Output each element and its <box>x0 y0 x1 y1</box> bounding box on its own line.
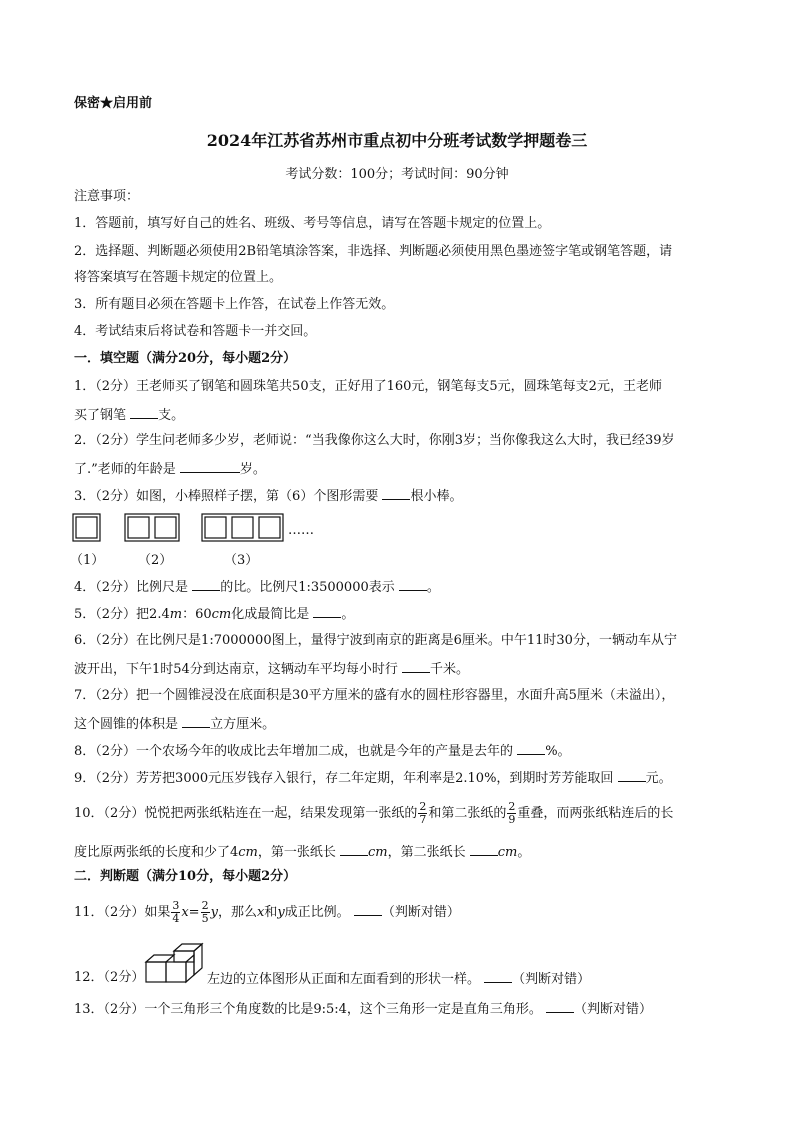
q5-text-3: 。 <box>341 607 355 622</box>
q11-line <box>74 895 724 931</box>
q10-unit-3: cm <box>497 845 518 860</box>
q3-label-1: （1） <box>70 553 105 568</box>
q10-line-a <box>74 796 724 832</box>
q13-line <box>74 1000 724 1018</box>
q7-line-b <box>74 715 724 733</box>
q6-line-a: 6．（2分）在比例尺是1:7000000图上，量得宁波到南京的距离是6厘米。中午11时30分，一辆动车从宁 <box>74 633 677 648</box>
q11-var-x-2: x <box>256 905 265 920</box>
q11-var-y-1: y <box>210 905 218 920</box>
q6-line-b <box>74 660 724 678</box>
q12-text-1: 左边的立体图形从正面和左面看到的形状一样。 <box>207 972 485 987</box>
q13-text-2: （判断对错） <box>574 1002 653 1017</box>
q11-fraction-2-denominator: 5 <box>201 912 209 925</box>
q10-line-b <box>74 843 724 861</box>
q4-text-3: 。 <box>426 580 440 595</box>
q4-answer-blank-1[interactable] <box>192 578 220 591</box>
q8-text-2: %。 <box>545 744 571 759</box>
q3-figure-1 <box>73 514 100 541</box>
q5-text-1: 5．（2分）把 <box>74 607 150 622</box>
q10-fraction-1-denominator: 7 <box>419 813 427 826</box>
q2-text-1: 了.”老师的年龄是 <box>74 462 180 477</box>
q12-line <box>207 970 727 988</box>
q5-unit-1: m <box>169 607 183 622</box>
exam-info: 考试分数：100分；考试时间：90分钟 <box>285 167 509 182</box>
q3-ellipsis: …… <box>288 523 314 538</box>
q1-line-a: 1．（2分）王老师买了钢笔和圆珠笔共50支，正好用了160元，钢笔每支5元，圆珠笔每支2元，王老师 <box>74 379 662 394</box>
q7-text-1: 这个圆锥的体积是 <box>74 717 183 732</box>
q11-answer-blank[interactable] <box>354 903 382 916</box>
q10-answer-blank-2[interactable] <box>470 843 498 856</box>
q11-fraction-2 <box>201 900 210 925</box>
q11-var-x-1: x <box>181 905 189 920</box>
q9-line <box>74 769 724 787</box>
page-title: 2024年江苏省苏州市重点初中分班考试数学押题卷三 <box>206 131 588 150</box>
q1-line-b <box>74 406 724 424</box>
q12-text-prefix: 12．（2分） <box>74 970 145 985</box>
q5-value-1: 2.4 <box>149 607 170 622</box>
q2-answer-blank[interactable] <box>180 460 240 473</box>
q6-text-2: 千米。 <box>429 662 469 677</box>
q3-text-1: 3．（2分）如图，小棒照样子摆，第（6）个图形需要 <box>74 489 383 504</box>
note-2a: 2．选择题、判断题必须使用2B铅笔填涂答案，非选择、判断题必须使用黑色墨迹签字笔或钢笔答题，请 <box>74 244 673 259</box>
q12-bottom-left-cube <box>146 955 174 982</box>
q10-text-3: 重叠，而两张纸粘连后的长 <box>517 806 674 821</box>
q2-text-2: 岁。 <box>239 462 266 477</box>
q4-text-1: 4．（2分）比例尺是 <box>74 580 193 595</box>
q9-text-2: 元。 <box>645 771 672 786</box>
notes-heading: 注意事项： <box>74 189 140 204</box>
q3-label-2: （2） <box>138 553 173 568</box>
q11-fraction-1 <box>171 900 180 925</box>
q11-text-1: 11．（2分）如果 <box>74 905 171 920</box>
q3-line <box>74 487 724 505</box>
q4-line <box>74 578 724 596</box>
q11-text-5: （判断对错） <box>381 905 460 920</box>
q11-fraction-2-numerator: 2 <box>201 899 209 912</box>
q1-text-2: 支。 <box>158 408 185 423</box>
q11-fraction-1-denominator: 4 <box>172 912 180 925</box>
q10-fraction-2-denominator: 9 <box>508 813 516 826</box>
q12-text-2: （判断对错） <box>512 972 591 987</box>
q5-value-2: ：60 <box>182 607 212 622</box>
q10-text-1: 10．（2分）悦悦把两张纸粘连在一起，结果发现第一张纸的 <box>74 806 418 821</box>
q10-fraction-1-numerator: 2 <box>419 800 427 813</box>
section-2-heading: 二．判断题（满分10分，每小题2分） <box>74 869 297 884</box>
q10-text-4: 度比原两张纸的长度和少了4 <box>74 845 239 860</box>
q11-text-4: 成正比例。 <box>284 905 354 920</box>
q5-answer-blank[interactable] <box>313 605 341 618</box>
q4-answer-blank-2[interactable] <box>399 578 427 591</box>
q3-answer-blank[interactable] <box>382 487 410 500</box>
note-3: 3．所有题目必须在答题卡上作答，在试卷上作答无效。 <box>74 297 395 312</box>
q3-text-2: 根小棒。 <box>410 489 463 504</box>
q10-text-2: 和第二张纸的 <box>428 806 507 821</box>
q5-unit-2: cm <box>211 607 232 622</box>
q1-text-1: 买了钢笔 <box>74 408 131 423</box>
q2-line-b <box>74 460 724 478</box>
q9-text-1: 9．（2分）芳芳把3000元压岁钱存入银行，存二年定期，年利率是2.10%，到期时芳芳能取回 <box>74 771 618 786</box>
secret-label: 保密★启用前 <box>74 96 153 111</box>
note-1: 1．答题前，填写好自己的姓名、班级、考号等信息，请写在答题卡规定的位置上。 <box>74 216 551 231</box>
q3-figure-3 <box>202 514 283 541</box>
q5-text-2: 化成最简比是 <box>231 607 314 622</box>
q10-unit-2: cm <box>368 845 388 860</box>
q11-equals: = <box>188 905 200 920</box>
q13-answer-blank[interactable] <box>546 1000 574 1013</box>
q10-answer-blank-1[interactable] <box>340 843 368 856</box>
q11-text-3: 和 <box>264 905 278 920</box>
q5-line <box>74 605 724 623</box>
q7-text-2: 立方厘米。 <box>210 717 276 732</box>
q10-fraction-2-numerator: 2 <box>508 800 516 813</box>
q10-fraction-2 <box>507 801 516 826</box>
q3-label-3: （3） <box>224 553 259 568</box>
q1-answer-blank[interactable] <box>130 406 158 419</box>
section-1-heading: 一．填空题（满分20分，每小题2分） <box>74 351 297 366</box>
q8-line <box>74 742 724 760</box>
q3-stick-figures <box>70 510 340 572</box>
q11-text-2: ，那么 <box>217 905 257 920</box>
q11-fraction-1-numerator: 3 <box>172 899 180 912</box>
q3-figure-2 <box>125 514 179 541</box>
q10-text-6: ，第二张纸长 <box>387 845 470 860</box>
q8-text-1: 8．（2分）一个农场今年的收成比去年增加二成，也就是今年的产量是去年的 <box>74 744 518 759</box>
q12-cube-figure <box>144 942 206 986</box>
note-4: 4．考试结束后将试卷和答题卡一并交回。 <box>74 324 317 339</box>
q13-text-1: 13．（2分）一个三角形三个角度数的比是9:5:4，这个三角形一定是直角三角形。 <box>74 1002 547 1017</box>
q12-answer-blank[interactable] <box>484 970 512 983</box>
q9-answer-blank[interactable] <box>618 769 646 782</box>
q6-answer-blank[interactable] <box>402 660 430 673</box>
q11-var-y-2: y <box>277 905 285 920</box>
note-2b: 将答案填写在答题卡规定的位置上。 <box>74 270 283 285</box>
q8-answer-blank[interactable] <box>517 742 545 755</box>
q6-text-1: 波开出，下午1时54分到达南京，这辆动车平均每小时行 <box>74 662 402 677</box>
q10-fraction-1 <box>418 801 427 826</box>
q10-unit-1: cm <box>238 845 258 860</box>
q7-line-a: 7．（2分）把一个圆锥浸没在底面积是30平方厘米的盛有水的圆柱形容器里，水面升高5厘米（未溢出）， <box>74 688 675 703</box>
q10-text-5: ，第一张纸长 <box>257 845 341 860</box>
q10-text-7: 。 <box>517 845 531 860</box>
q7-answer-blank[interactable] <box>182 715 210 728</box>
q2-line-a: 2．（2分）学生问老师多少岁，老师说：“当我像你这么大时，你刚3岁；当你像我这么大时，我已经39岁 <box>74 433 675 448</box>
q4-text-2: 的比。比例尺1:3500000表示 <box>220 580 399 595</box>
